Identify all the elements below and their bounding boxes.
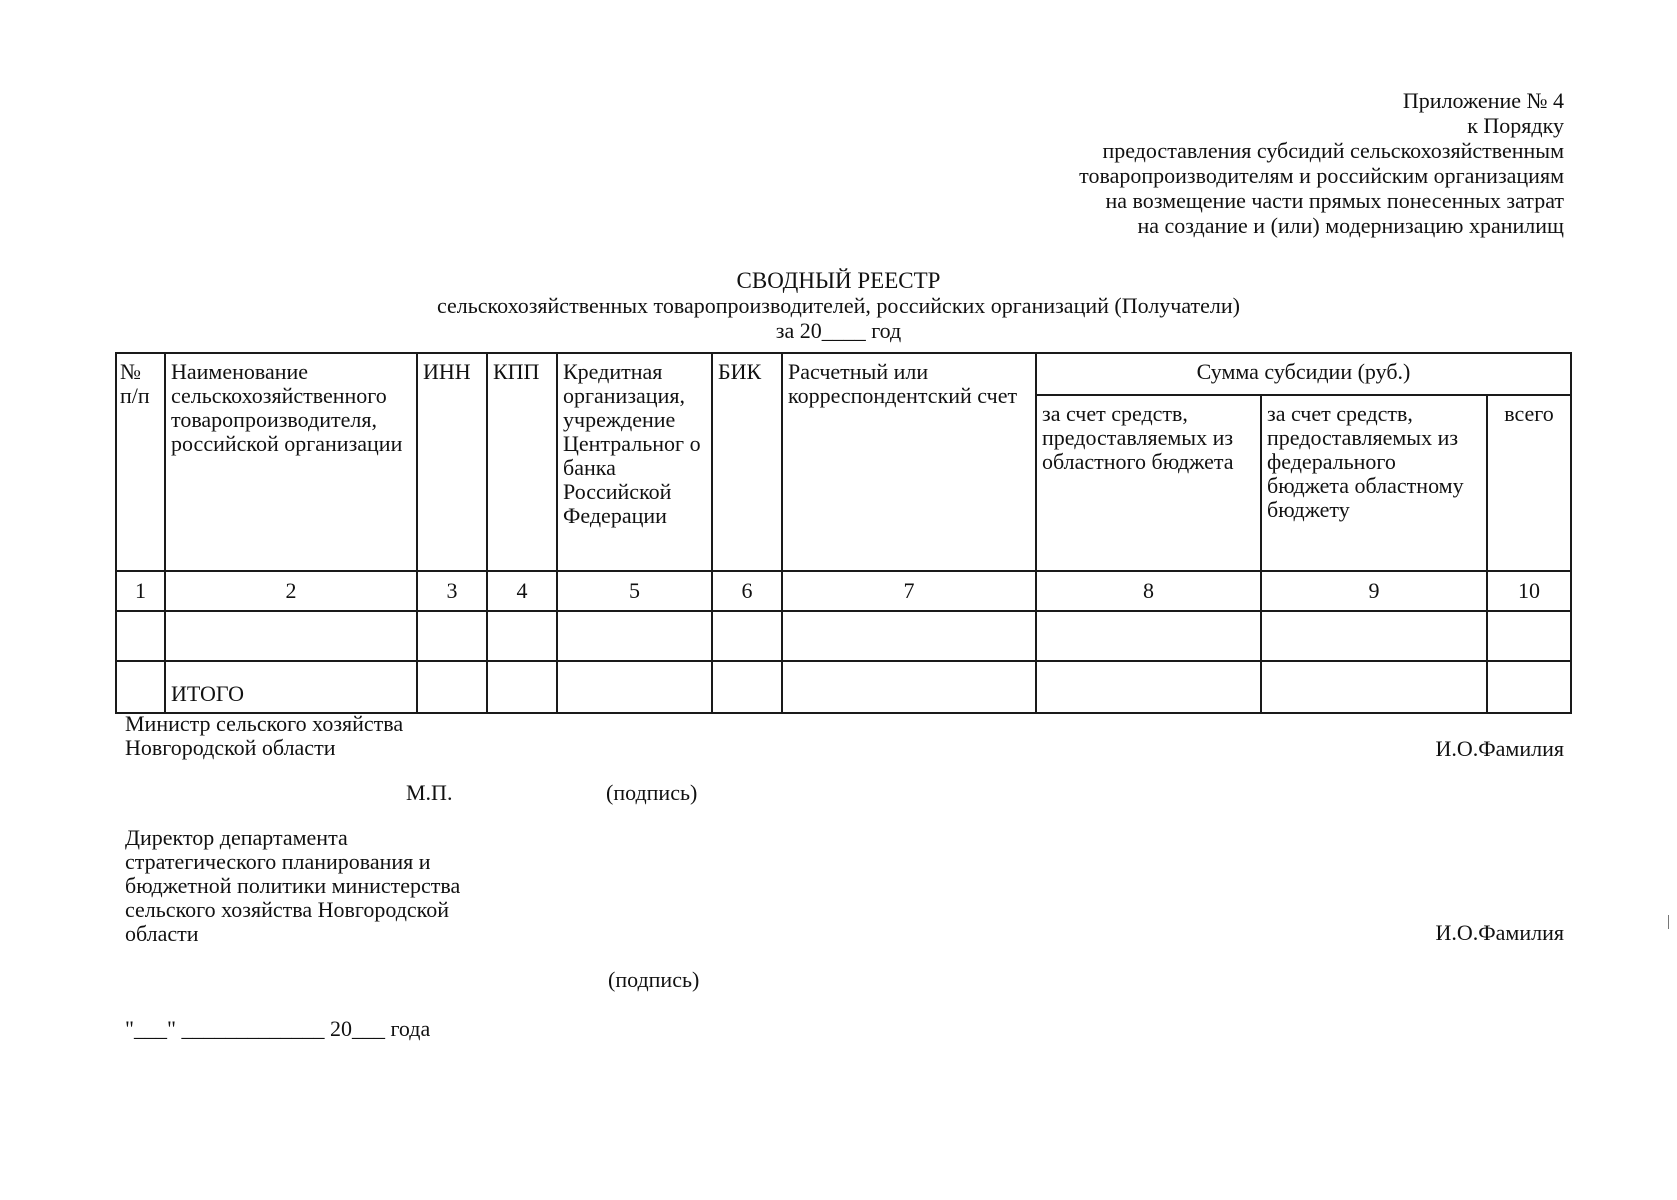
- table-cell: [1036, 611, 1261, 661]
- minister-title: [125, 712, 403, 760]
- column-number: 7: [782, 571, 1036, 611]
- column-number-row: [116, 571, 1571, 611]
- column-number: 5: [557, 571, 712, 611]
- registry-table: [115, 352, 1572, 714]
- stamp-placeholder: М.П.: [406, 780, 453, 805]
- table-cell: [1261, 661, 1487, 713]
- table-cell: [1036, 661, 1261, 713]
- header-subsidy-group: Сумма субсидии (руб.): [1036, 353, 1571, 395]
- director-signature-caption: (подпись): [608, 967, 700, 992]
- header-total: всего: [1487, 395, 1571, 571]
- table-cell: [165, 611, 417, 661]
- header-bank: Кредитная организация, учреждение Центральног о банка Российской Федерации: [557, 353, 712, 571]
- header-federal: за счет средств, предоставляемых из федерального бюджета областному бюджету: [1261, 395, 1487, 571]
- column-number: 2: [165, 571, 417, 611]
- column-number: 6: [712, 571, 782, 611]
- appendix-line: к Порядку: [1467, 113, 1564, 138]
- total-label: ИТОГО: [165, 661, 417, 713]
- table-cell: [487, 611, 557, 661]
- column-number: 8: [1036, 571, 1261, 611]
- document-subtitle: сельскохозяйственных товаропроизводителей, российских организаций (Получатели): [436, 293, 1241, 318]
- table-cell: [116, 661, 165, 713]
- table-header-row: [116, 353, 1571, 395]
- header-account: Расчетный или корреспондентский счет: [782, 353, 1036, 571]
- header-regional: за счет средств, предоставляемых из областного бюджета: [1036, 395, 1261, 571]
- document-period: за 20____ год: [775, 318, 902, 343]
- appendix-line: Приложение № 4: [1402, 88, 1564, 113]
- table-cell: [1487, 661, 1571, 713]
- director-title-line: области: [125, 921, 199, 946]
- table-cell: [712, 661, 782, 713]
- table-row: [116, 611, 1571, 661]
- header-name: Наименование сельскохозяйственного товаропроизводителя, российской организации: [165, 353, 417, 571]
- director-fio: И.О.Фамилия: [1435, 920, 1564, 945]
- director-title-line: стратегического планирования и: [125, 849, 431, 874]
- table-cell: [712, 611, 782, 661]
- appendix-header: [1079, 88, 1564, 238]
- appendix-line: на возмещение части прямых понесенных затрат: [1105, 188, 1564, 213]
- minister-signature-caption: (подпись): [606, 780, 698, 805]
- date-line: "___" _____________ 20___ года: [125, 1016, 431, 1041]
- table-cell: [782, 661, 1036, 713]
- minister-title-line: Министр сельского хозяйства: [125, 711, 404, 736]
- column-number: 4: [487, 571, 557, 611]
- table-cell: [1487, 611, 1571, 661]
- director-title-line: сельского хозяйства Новгородской: [125, 897, 450, 922]
- header-kpp: КПП: [487, 353, 557, 571]
- scan-artifact: [1668, 915, 1669, 929]
- header-bik: БИК: [712, 353, 782, 571]
- column-number: 1: [116, 571, 165, 611]
- table-cell: [782, 611, 1036, 661]
- table-cell: [417, 661, 487, 713]
- director-title-line: Директор департамента: [125, 825, 348, 850]
- total-row: [116, 661, 1571, 713]
- column-number: 10: [1487, 571, 1571, 611]
- header-inn: ИНН: [417, 353, 487, 571]
- table-cell: [557, 661, 712, 713]
- column-number: 9: [1261, 571, 1487, 611]
- column-number: 3: [417, 571, 487, 611]
- director-title-line: бюджетной политики министерства: [125, 873, 461, 898]
- document-title: СВОДНЫЙ РЕЕСТР: [736, 268, 941, 293]
- table-cell: [1261, 611, 1487, 661]
- table-cell: [116, 611, 165, 661]
- director-title: [125, 826, 460, 946]
- minister-title-line: Новгородской области: [125, 735, 336, 760]
- appendix-line: на создание и (или) модернизацию хранилищ: [1137, 213, 1564, 238]
- table-cell: [557, 611, 712, 661]
- header-num: № п/п: [116, 353, 165, 571]
- table-cell: [487, 661, 557, 713]
- appendix-line: предоставления субсидий сельскохозяйственным: [1102, 138, 1564, 163]
- appendix-line: товаропроизводителям и российским организациям: [1079, 163, 1564, 188]
- document-heading: [0, 268, 1677, 343]
- minister-fio: И.О.Фамилия: [1435, 736, 1564, 761]
- table-cell: [417, 611, 487, 661]
